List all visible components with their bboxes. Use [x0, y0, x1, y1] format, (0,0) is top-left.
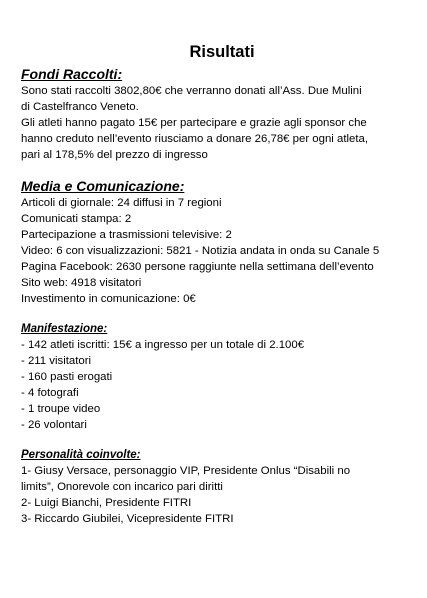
section-spacer [21, 163, 415, 178]
manifestazione-line: - 160 pasti erogati [21, 371, 113, 383]
section-heading-fondi: Fondi Raccolti: [21, 66, 123, 82]
section-media-comunicazione [21, 178, 415, 307]
fondi-line: pari al 178,5% del prezzo di ingresso [21, 149, 208, 161]
section-heading-manifestazione: Manifestazione: [21, 323, 108, 335]
manifestazione-line: - 26 volontari [21, 419, 87, 431]
manifestazione-line: - 142 atleti iscritti: 15€ a ingresso per un totale di 2.100€ [21, 339, 305, 351]
manifestazione-line: - 1 troupe video [21, 403, 101, 415]
media-line: Video: 6 con visualizzazioni: 5821 - Notizia andata in onda su Canale 5 [21, 245, 380, 257]
section-manifestazione [21, 322, 415, 433]
fondi-line: Sono stati raccolti 3802,80€ che verranno donati all’Ass. Due Mulini [21, 85, 362, 97]
fondi-line: hanno creduto nell’evento riusciamo a donare 26,78€ per ogni atleta, [21, 133, 369, 145]
manifestazione-line: - 4 fotografi [21, 387, 79, 399]
media-line: Partecipazione a trasmissioni televisive: 2 [21, 229, 232, 241]
section-personalita-coinvolte [21, 448, 415, 527]
media-line: Comunicati stampa: 2 [21, 213, 132, 225]
personalita-line: limits”, Onorevole con incarico pari diritti [21, 481, 223, 493]
page-title: Risultati [189, 43, 255, 61]
media-line: Sito web: 4918 visitatori [21, 277, 142, 289]
media-line: Articoli di giornale: 24 diffusi in 7 regioni [21, 197, 222, 209]
section-fondi-raccolti [21, 66, 415, 163]
section-heading-personalita: Personalità coinvolte: [21, 449, 141, 461]
manifestazione-line: - 211 visitatori [21, 355, 92, 367]
section-spacer [21, 433, 415, 448]
section-spacer [21, 307, 415, 322]
fondi-line: di Castelfranco Veneto. [21, 101, 139, 113]
personalita-line: 1- Giusy Versace, personaggio VIP, Presidente Onlus “Disabili no [21, 465, 351, 477]
personalita-line: 2- Luigi Bianchi, Presidente FITRI [21, 497, 192, 509]
personalita-line: 3- Riccardo Giubilei, Vicepresidente FITRI [21, 513, 234, 525]
section-heading-media: Media e Comunicazione: [21, 178, 185, 194]
media-line: Pagina Facebook: 2630 persone raggiunte nella settimana dell’evento [21, 261, 374, 273]
fondi-line: Gli atleti hanno pagato 15€ per partecipare e grazie agli sponsor che [21, 117, 367, 129]
media-line: Investimento in comunicazione: 0€ [21, 293, 196, 305]
